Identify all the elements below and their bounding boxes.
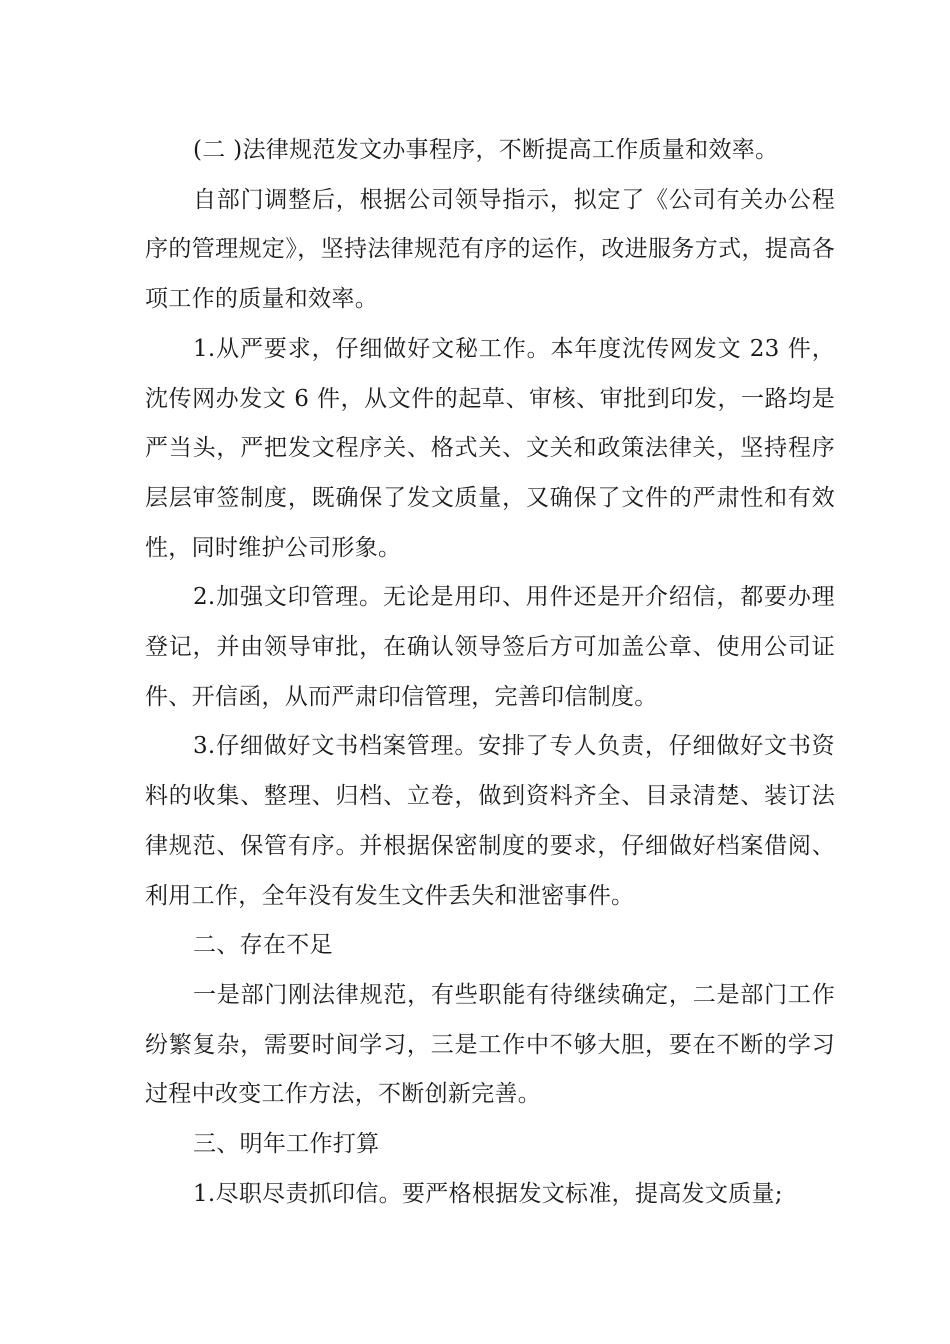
list-item-paragraph: 2.加强文印管理。无论是用印、用件还是开介绍信，都要办理登记，并由领导审批，在确认领导签后方可加盖公章、使用公司证件、开信函，从而严肃印信管理，完善印信制度。 bbox=[145, 584, 835, 710]
list-item-paragraph: 3.仔细做好文书档案管理。安排了专人负责，仔细做好文书资料的收集、整理、归档、立卷，做到资料齐全、目录清楚、装订法律规范、保管有序。并根据保密制度的要求，仔细做好档案借阅、利用工作，全年没有发生文件丢失和泄密事件。 bbox=[145, 733, 835, 909]
document-body bbox=[145, 126, 835, 1219]
body-paragraph: 自部门调整后，根据公司领导指示，拟定了《公司有关办公程序的管理规定》，坚持法律规范有序的运作，改进服务方式，提高各项工作的质量和效率。 bbox=[145, 186, 835, 313]
section-heading: 二、存在不足 bbox=[193, 932, 333, 959]
body-paragraph: 一是部门刚法律规范，有些职能有待继续确定，二是部门工作纷繁复杂，需要时间学习，三是工作中不够大胆，要在不断的学习过程中改变工作方法，不断创新完善。 bbox=[145, 981, 835, 1108]
section-heading: 三、明年工作打算 bbox=[193, 1131, 380, 1158]
list-item-paragraph: 1.从严要求，仔细做好文秘工作。本年度沈传网发文 23 件，沈传网办发文 6 件，从文件的起草、审核、审批到印发，一路均是严当头，严把发文程序关、格式关、文关和政策法律关，坚持程序层层审签制度，既确保了发文质量，又确保了文件的严肃性和有效性，同时维护公司形象。 bbox=[145, 335, 835, 561]
list-item-paragraph: 1.尽职尽责抓印信。要严格根据发文标准，提高发文质量; bbox=[193, 1180, 783, 1207]
section-subheading: (二 )法律规范发文办事程序，不断提高工作质量和效率。 bbox=[193, 137, 779, 163]
